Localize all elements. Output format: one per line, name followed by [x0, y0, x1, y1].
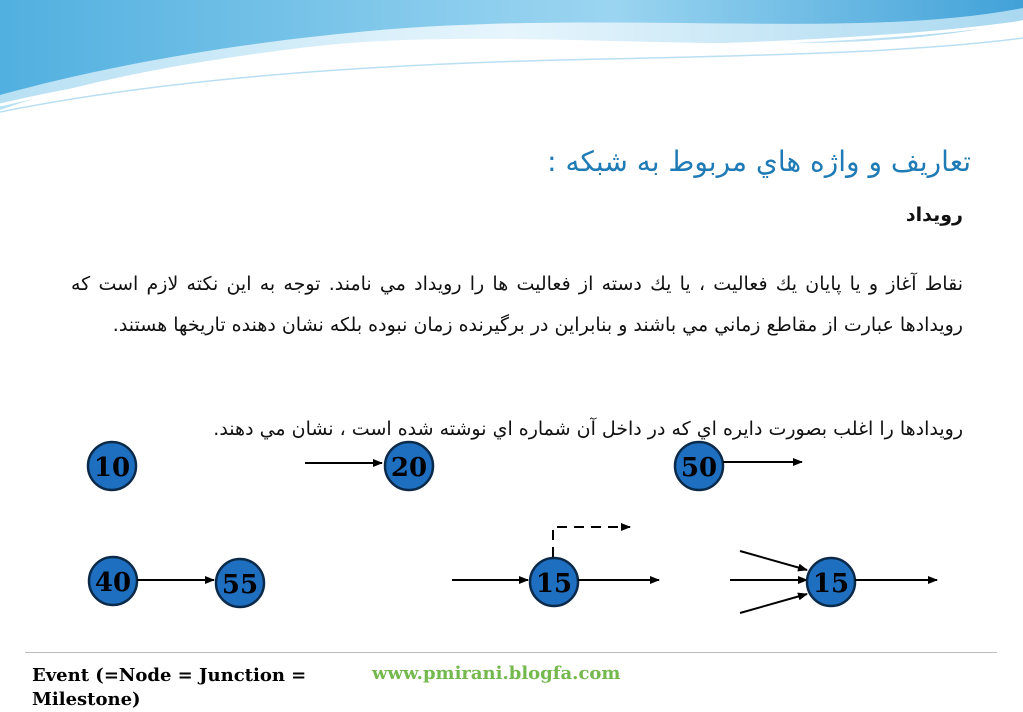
node-15a [530, 558, 578, 606]
arrow-in-lower [740, 594, 807, 613]
node-10-label: 10 [93, 453, 131, 483]
node-50 [675, 442, 723, 490]
node-10 [88, 442, 136, 490]
footer-url-link[interactable]: www.pmirani.blogfa.com [372, 663, 621, 684]
node-20-label: 20 [390, 453, 428, 483]
node-55 [216, 559, 264, 607]
node-15b [807, 558, 855, 606]
node-15b-label: 15 [812, 569, 850, 599]
node-40 [89, 557, 137, 605]
node-50-label: 50 [680, 453, 718, 483]
slide-title: تعاريف و واژه هاي مربوط به شبكه : [547, 145, 971, 178]
node-55-label: 55 [221, 570, 259, 600]
notation-paragraph: رويدادها را اغلب بصورت دايره اي كه در داخل آن شماره اي نوشته شده است ، نشان مي دهند. [213, 418, 963, 440]
section-heading: رويداد [905, 204, 963, 226]
definition-paragraph: نقاط آغاز و يا پايان يك فعاليت ، يا يك دسته از فعاليت ها را رويداد مي نامند. توجه به اين نكته لازم است كه رويدادها عبارت از مقاطع زماني مي باشند و بنابراين در برگيرنده زمان نبوده بلكه نشان دهنده تاريخها هستند. [71, 273, 963, 336]
node-15a-label: 15 [535, 569, 573, 599]
node-20 [385, 442, 433, 490]
node-40-label: 40 [94, 568, 132, 598]
dummy-dashed-arrow [553, 527, 630, 557]
footer-caption: Event (=Node = Junction = Milestone) [32, 665, 307, 710]
arrow-in-upper [740, 551, 807, 570]
footer-divider [25, 652, 997, 653]
